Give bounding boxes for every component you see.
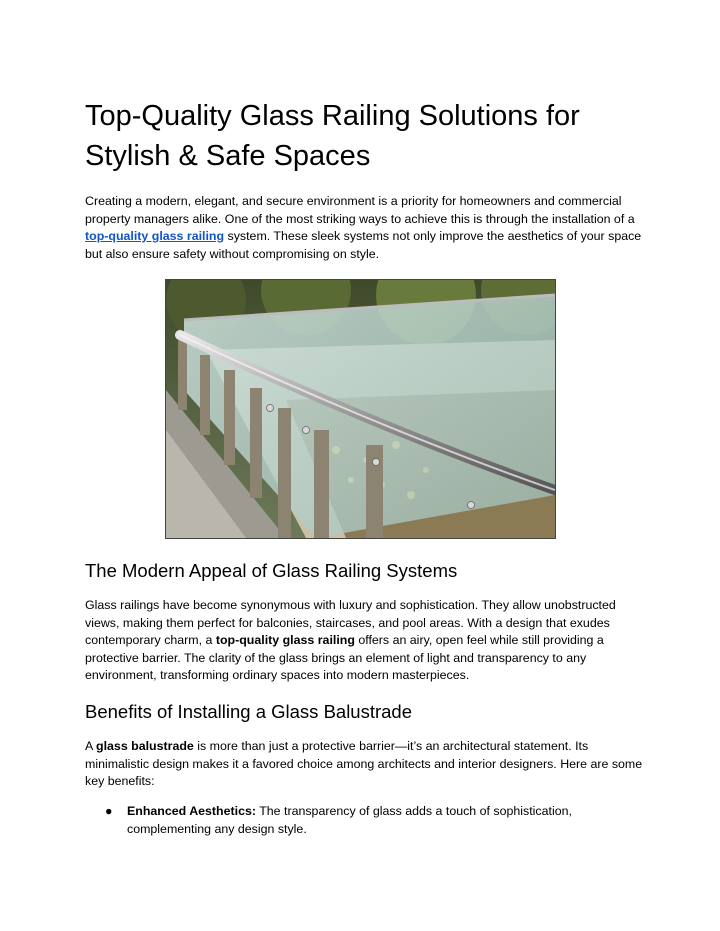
list-item-text: The transparency of glass adds a touch of sophistication, complementing any design style.: [127, 804, 572, 836]
glass-railing-link[interactable]: top-quality glass railing: [85, 229, 225, 243]
bullet-icon: ●: [105, 804, 113, 818]
list-item: [85, 803, 645, 838]
benefits-text-before: A: [85, 739, 97, 753]
benefits-bold-text: glass balustrade: [96, 739, 194, 753]
intro-text-after: system. These sleek systems not only improve the aesthetics of your space but also ensure safety without compromising on style.: [85, 229, 642, 261]
section-heading-benefits: Benefits of Installing a Glass Balustrade: [85, 701, 413, 722]
benefits-list: [85, 803, 645, 838]
section-heading-modern-appeal: The Modern Appeal of Glass Railing Systems: [85, 560, 458, 581]
modern-appeal-paragraph: [85, 597, 645, 685]
modern-appeal-text-before: Glass railings have become synonymous with luxury and sophistication. They allow unobstructed views, making them perfect for balconies, staircases, and pool areas. With a design that exudes contemporary charm, a: [85, 598, 616, 647]
modern-appeal-text-after: offers an airy, open feel while still providing a protective barrier. The clarity of the glass brings an element of light and transparency to any environment, transforming ordinary spaces into modern masterpieces.: [85, 633, 604, 682]
benefits-paragraph: [85, 738, 645, 791]
glass-railing-photo: [165, 279, 556, 539]
benefits-text-after: is more than just a protective barrier—it’s an architectural statement. Its minimalistic design makes it a favored choice among architects and interior designers. Here are some key benefits:: [85, 739, 643, 788]
intro-paragraph: [85, 193, 645, 263]
page-title: Top-Quality Glass Railing Solutions for Stylish & Safe Spaces: [85, 100, 580, 172]
intro-text-before: Creating a modern, elegant, and secure environment is a priority for homeowners and commercial property managers alike. One of the most striking ways to achieve this is through the installation of a: [85, 194, 635, 226]
list-item-label: Enhanced Aesthetics:: [127, 804, 256, 818]
modern-appeal-bold-text: top-quality glass railing: [215, 633, 355, 647]
